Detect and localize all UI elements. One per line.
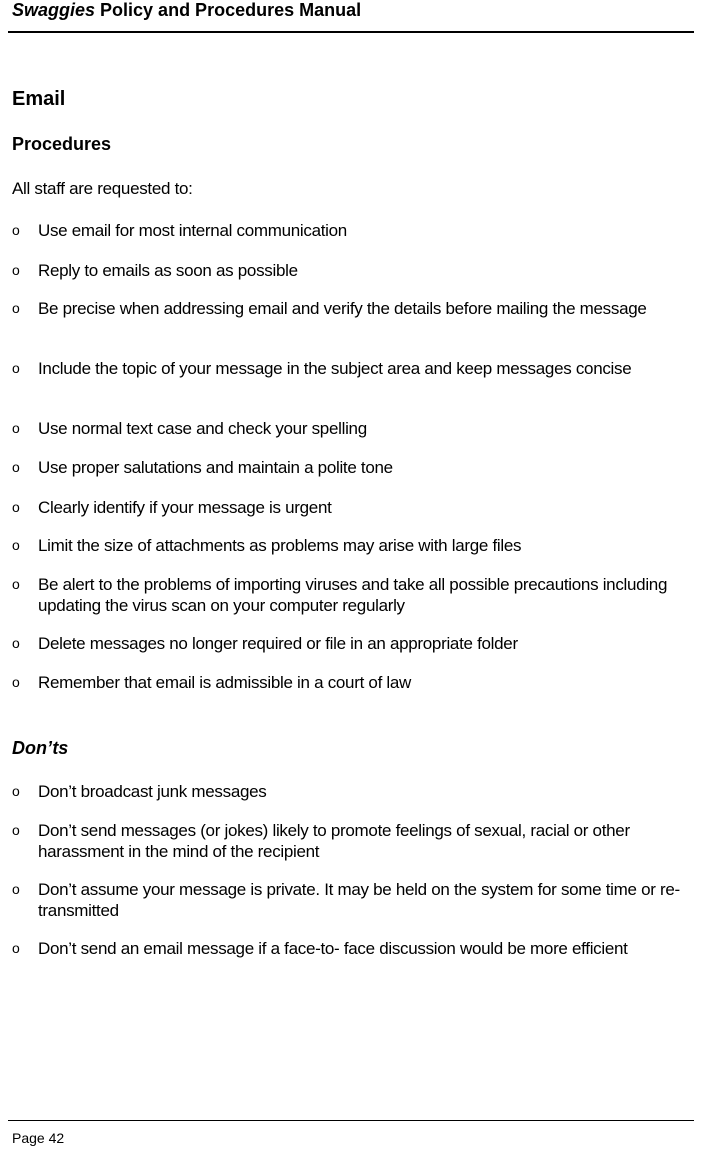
bullet-marker: o	[12, 822, 20, 838]
bullet-marker: o	[12, 783, 20, 799]
bullet-marker: o	[12, 420, 20, 436]
list-item-text: Include the topic of your message in the subject area and keep messages concise	[38, 359, 632, 378]
procedures-intro: All staff are requested to:	[12, 179, 193, 198]
bullet-marker: o	[12, 537, 20, 553]
bullet-marker: o	[12, 459, 20, 475]
list-item-text: Clearly identify if your message is urgent	[38, 498, 332, 517]
list-item-text: Use email for most internal communication	[38, 221, 347, 240]
brand-name: Swaggies	[12, 0, 96, 20]
list-item-text: Remember that email is admissible in a court of law	[38, 673, 412, 692]
page-number: Page 42	[12, 1130, 65, 1146]
bullet-marker: o	[12, 262, 20, 278]
list-item-text: Don’t send an email message if a face-to- face discussion would be more efficient	[38, 939, 628, 958]
list-item-text: Be alert to the problems of importing viruses and take all possible precautions including updating the virus scan on your computer regularly	[38, 575, 668, 615]
list-item-text: Don’t send messages (or jokes) likely to promote feelings of sexual, racial or other harassment in the mind of the recipient	[38, 821, 630, 861]
bullet-marker: o	[12, 674, 20, 690]
header-rule	[8, 31, 694, 33]
list-item-text: Reply to emails as soon as possible	[38, 261, 298, 280]
bullet-marker: o	[12, 300, 20, 316]
bullet-marker: o	[12, 940, 20, 956]
page-header	[12, 0, 361, 21]
procedures-heading: Procedures	[12, 134, 112, 154]
list-item-text: Don’t assume your message is private. It may be held on the system for some time or re-transmitted	[38, 880, 680, 920]
list-item-text: Use normal text case and check your spelling	[38, 419, 367, 438]
list-item-text: Limit the size of attachments as problems may arise with large files	[38, 536, 522, 555]
list-item-text: Don’t broadcast junk messages	[38, 782, 267, 801]
list-item-text: Use proper salutations and maintain a polite tone	[38, 458, 393, 477]
bullet-marker: o	[12, 635, 20, 651]
bullet-marker: o	[12, 222, 20, 238]
list-item-text: Delete messages no longer required or file in an appropriate folder	[38, 634, 518, 653]
manual-title: Policy and Procedures Manual	[95, 0, 362, 20]
bullet-marker: o	[12, 881, 20, 897]
bullet-marker: o	[12, 360, 20, 376]
bullet-marker: o	[12, 499, 20, 515]
footer-rule	[8, 1120, 694, 1121]
list-item-text: Be precise when addressing email and verify the details before mailing the message	[38, 299, 647, 318]
bullet-marker: o	[12, 576, 20, 592]
section-title: Email	[12, 88, 66, 110]
donts-heading: Don’ts	[12, 738, 69, 758]
